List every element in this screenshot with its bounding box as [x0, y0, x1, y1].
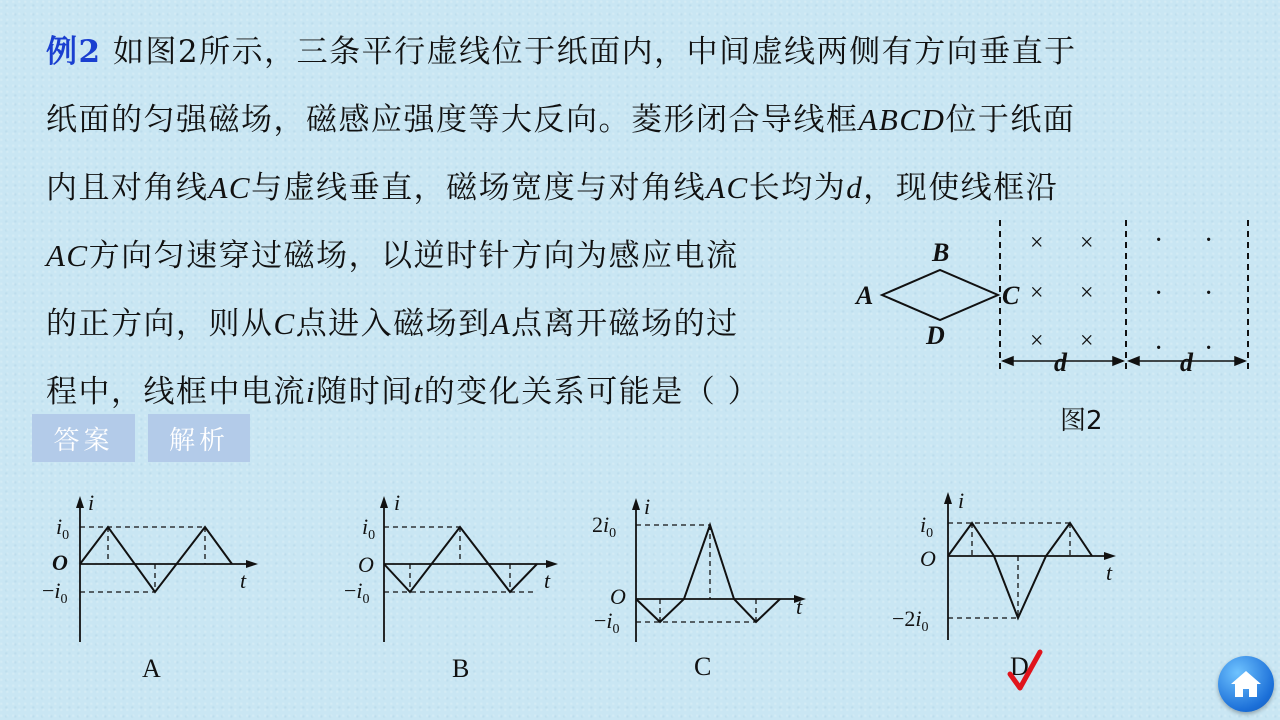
question-line-3: [46, 154, 1246, 222]
x-axis-arrow-icon: [546, 560, 558, 568]
cross-mark: ×: [1030, 230, 1044, 256]
question-line-2: [46, 86, 1246, 154]
vertex-c: C: [1002, 281, 1020, 310]
text-segment: 长均为: [748, 170, 847, 206]
rhombus-frame: [882, 270, 998, 320]
text-segment: 方向匀速穿过磁场，以逆时针方向为感应电流: [88, 238, 739, 274]
text-segment: 程中，线框中电流: [46, 374, 306, 410]
math-variable: AC: [46, 238, 89, 273]
x-label: t: [1106, 560, 1113, 585]
bottom-value-label: $-i_0$: [594, 608, 620, 637]
math-variable: t: [413, 374, 424, 409]
bottom-value-label: $-2i_0$: [892, 606, 929, 635]
bottom-value-label: $-i_0$: [344, 578, 370, 607]
text-segment: 与虚线垂直，磁场宽度与对角线: [251, 170, 707, 206]
analysis-button[interactable]: 解析: [148, 414, 250, 462]
dot-mark: ·: [1154, 333, 1164, 364]
dot-mark: ·: [1154, 278, 1164, 309]
graph-a-svg: [40, 492, 270, 652]
figure-2: [850, 215, 1260, 440]
example-label: 例2: [46, 34, 102, 70]
graph-d: [888, 488, 1128, 681]
text-segment: 的变化关系可能是（ ）: [423, 374, 761, 410]
graph-a: [40, 492, 270, 683]
dot-mark: ·: [1204, 333, 1214, 364]
text-segment: 点离开磁场的过: [511, 306, 739, 342]
width-label-2: d: [1180, 348, 1193, 377]
home-button[interactable]: [1218, 656, 1274, 712]
cross-mark: ×: [1030, 328, 1044, 354]
home-icon: [1229, 669, 1263, 699]
text-segment: 位于纸面: [945, 102, 1076, 138]
y-label: i: [394, 492, 401, 515]
dot-mark: ·: [1204, 225, 1214, 256]
vertex-b: B: [932, 238, 950, 267]
y-label: i: [958, 488, 965, 513]
field-into-page: [1030, 230, 1094, 354]
top-value-label: $2i_0$: [592, 512, 617, 541]
y-axis-arrow-icon: [944, 492, 952, 504]
math-variable: i: [306, 374, 317, 409]
math-variable: d: [846, 170, 864, 205]
y-axis-arrow-icon: [76, 496, 84, 508]
current-curve: [80, 527, 232, 592]
text-segment: 内且对角线: [46, 170, 209, 206]
graph-c: [588, 492, 828, 681]
y-label: i: [88, 492, 95, 515]
field-out-of-page: [1154, 225, 1213, 364]
y-axis-arrow-icon: [632, 498, 640, 510]
text-segment: 的正方向，则从: [46, 306, 274, 342]
top-value-label: $i_0$: [920, 512, 934, 541]
option-label-c[interactable]: C: [694, 652, 712, 681]
cross-mark: ×: [1080, 230, 1094, 256]
origin-label: O: [52, 550, 68, 575]
cross-mark: ×: [1080, 328, 1094, 354]
origin-label: O: [358, 552, 374, 577]
graph-d-svg: [888, 488, 1128, 648]
graph-b: [340, 492, 570, 683]
x-axis-arrow-icon: [246, 560, 258, 568]
vertex-d: D: [926, 321, 945, 350]
current-curve: [948, 523, 1092, 618]
text-segment: 点进入磁场到: [295, 306, 491, 342]
check-icon: [1006, 648, 1046, 696]
option-label-d[interactable]: D: [1010, 652, 1029, 681]
figure-2-diagram: [850, 215, 1260, 440]
line-1-segments: [102, 34, 1077, 70]
text-segment: 纸面的匀强磁场，磁感应强度等大反向。菱形闭合导线框: [46, 102, 859, 138]
current-curve: [636, 525, 780, 622]
cross-mark: ×: [1080, 280, 1094, 306]
option-label-b[interactable]: B: [452, 654, 470, 683]
vertex-a: A: [856, 281, 874, 310]
x-label: t: [544, 568, 551, 593]
text-segment: 如图2所示，三条平行虚线位于纸面内，中间虚线两侧有方向垂直于: [101, 34, 1077, 70]
math-variable: AC: [706, 170, 749, 205]
option-label-a[interactable]: A: [142, 654, 161, 683]
y-axis-arrow-icon: [380, 496, 388, 508]
y-label: i: [644, 494, 651, 519]
x-axis-arrow-icon: [1104, 552, 1116, 560]
math-variable: AC: [208, 170, 252, 205]
dot-mark: ·: [1204, 278, 1214, 309]
dot-mark: ·: [1154, 225, 1164, 256]
graph-b-svg: [340, 492, 570, 652]
bottom-value-label: $-i_0$: [42, 578, 68, 607]
x-label: t: [796, 594, 803, 619]
math-variable: A: [490, 306, 512, 341]
question-line-1: [46, 18, 1246, 86]
cross-mark: ×: [1030, 280, 1044, 306]
figure-caption: 图2: [1060, 406, 1103, 436]
math-variable: ABCD: [858, 102, 946, 137]
top-value-label: $i_0$: [362, 514, 376, 543]
origin-label: O: [610, 584, 626, 609]
text-segment: ，现使线框沿: [863, 170, 1059, 206]
text-segment: 随时间: [316, 374, 414, 410]
x-label: t: [240, 568, 247, 593]
answer-button[interactable]: 答案: [32, 414, 135, 462]
top-value-label: $i_0$: [56, 514, 70, 543]
graph-c-svg: [588, 492, 828, 662]
width-label-1: d: [1054, 348, 1067, 377]
math-variable: C: [273, 306, 296, 341]
origin-label: O: [920, 546, 936, 571]
